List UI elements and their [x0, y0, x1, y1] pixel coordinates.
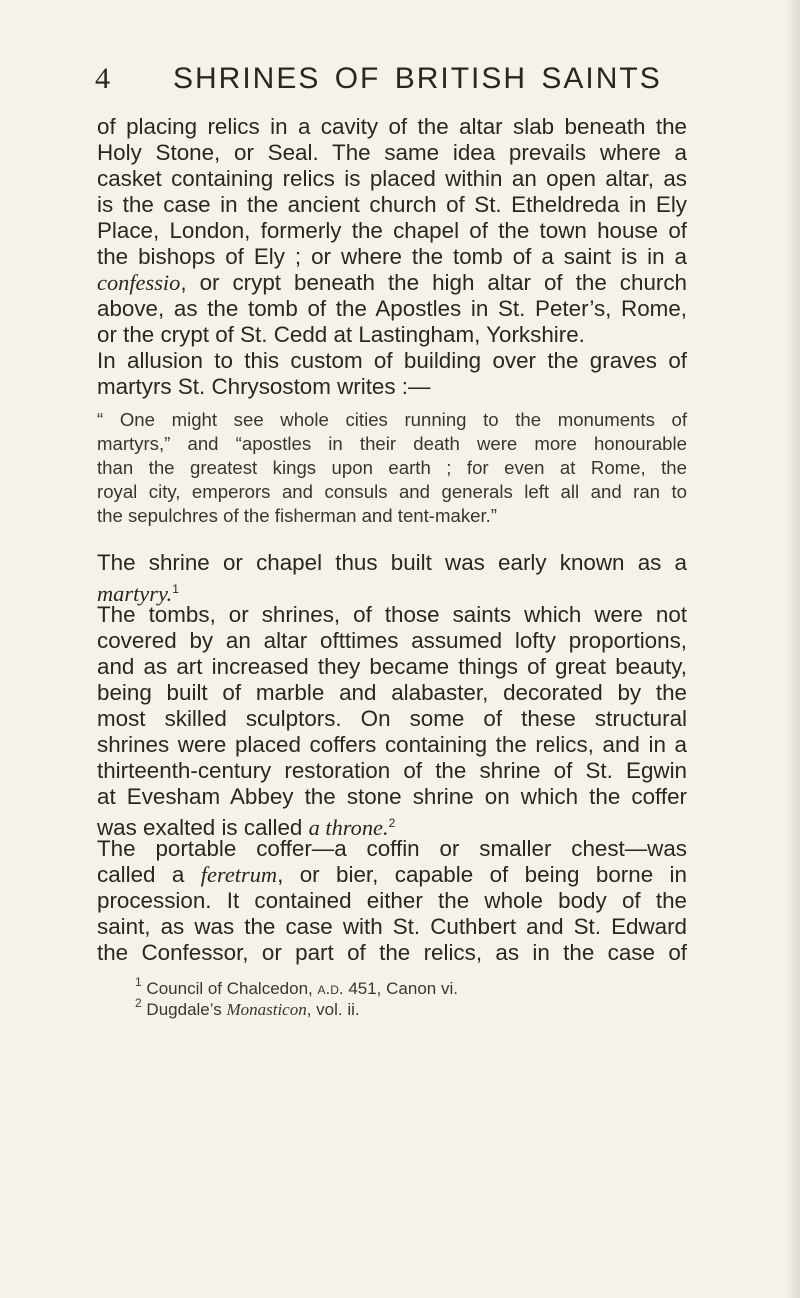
- text-line: shrines were placed coffers containing the relics, and in a: [97, 732, 687, 757]
- italic-term: martyry.: [97, 581, 173, 606]
- footnote: [97, 972, 687, 998]
- text-line: In allusion to this custom of building over the graves of: [97, 348, 687, 373]
- text-span: , or crypt beneath the high altar of the church: [180, 270, 687, 295]
- italic-term: Monasticon: [226, 1000, 307, 1019]
- body-text: [97, 114, 687, 1019]
- text-line: [97, 576, 687, 606]
- text-line: martyrs St. Chrysostom writes :—: [97, 374, 431, 399]
- text-line: is the case in the ancient church of St. Etheldreda in Ely: [97, 192, 687, 217]
- footnote-ref: 2: [388, 816, 396, 830]
- text-line: of placing relics in a cavity of the altar slab beneath the: [97, 114, 687, 139]
- footnotes: [97, 972, 687, 1019]
- text-span: , or bier, capable of being borne in: [277, 862, 687, 887]
- quote-line: royal city, emperors and consuls and generals left all and ran to: [97, 481, 687, 502]
- text-line: or the crypt of St. Cedd at Lastingham, Yorkshire.: [97, 322, 585, 347]
- text-line: most skilled sculptors. On some of these structural: [97, 706, 687, 731]
- text-line: The tombs, or shrines, of those saints which were not: [97, 602, 687, 627]
- text-line: [97, 862, 687, 888]
- text-span: a.d.: [317, 979, 344, 998]
- quote-line: martyrs,” and “apostles in their death were more honourable: [97, 433, 687, 454]
- text-span: Council of Chalcedon,: [146, 979, 318, 998]
- text-span: Dugdale’s: [146, 1000, 227, 1019]
- quote-line: “ One might see whole cities running to the monuments of: [97, 409, 687, 430]
- running-title: SHRINES OF BRITISH SAINTS: [173, 62, 662, 95]
- paragraph-2: [97, 348, 687, 400]
- italic-term: feretrum: [200, 862, 278, 887]
- text-line: at Evesham Abbey the stone shrine on which the coffer: [97, 784, 687, 809]
- quote-line: than the greatest kings upon earth ; for even at Rome, the: [97, 457, 687, 478]
- text-line: Place, London, formerly the chapel of the town house of: [97, 218, 687, 243]
- block-quote: [97, 408, 687, 528]
- paragraph-1: [97, 114, 687, 348]
- text-line: Holy Stone, or Seal. The same idea prevails where a: [97, 140, 687, 165]
- text-line: and as art increased they became things of great beauty,: [97, 654, 687, 679]
- text-line: above, as the tomb of the Apostles in St. Peter’s, Rome,: [97, 296, 687, 321]
- text-line: saint, as was the case with St. Cuthbert and St. Edward: [97, 914, 687, 939]
- italic-term: a throne.: [308, 815, 389, 840]
- spacer: [97, 528, 687, 550]
- quote-line: the sepulchres of the fisherman and tent-maker.”: [97, 505, 497, 526]
- text-line: the Confessor, or part of the relics, as in the case of: [97, 940, 687, 965]
- text-span: 451, Canon vi.: [343, 979, 458, 998]
- text-line: thirteenth-century restoration of the shrine of St. Egwin: [97, 758, 687, 783]
- text-line: covered by an altar ofttimes assumed lofty proportions,: [97, 628, 687, 653]
- italic-term: confessio: [97, 270, 181, 295]
- text-line: [97, 810, 687, 840]
- text-line: [97, 270, 687, 296]
- paragraph-4: [97, 602, 687, 840]
- page-edge-shadow: [786, 0, 800, 1298]
- footnote-ref: 1: [172, 582, 179, 596]
- paragraph-3: [97, 550, 687, 606]
- text-line: casket containing relics is placed within an open altar, as: [97, 166, 687, 191]
- text-span: , vol. ii.: [306, 1000, 360, 1019]
- paragraph-5: [97, 836, 687, 966]
- text-line: the bishops of Ely ; or where the tomb of a saint is in a: [97, 244, 687, 269]
- text-line: The shrine or chapel thus built was early known as a: [97, 550, 687, 575]
- text-span: was exalted is called: [97, 815, 309, 840]
- text-line: The portable coffer—a coffin or smaller chest—was: [97, 836, 687, 861]
- running-head: [95, 62, 695, 102]
- text-line: procession. It contained either the whole body of the: [97, 888, 687, 913]
- page-number: 4: [95, 62, 110, 95]
- footnote-mark: 2: [135, 996, 142, 1010]
- text-line: being built of marble and alabaster, decorated by the: [97, 680, 687, 705]
- text-span: called a: [97, 862, 201, 887]
- footnote-mark: 1: [135, 975, 142, 989]
